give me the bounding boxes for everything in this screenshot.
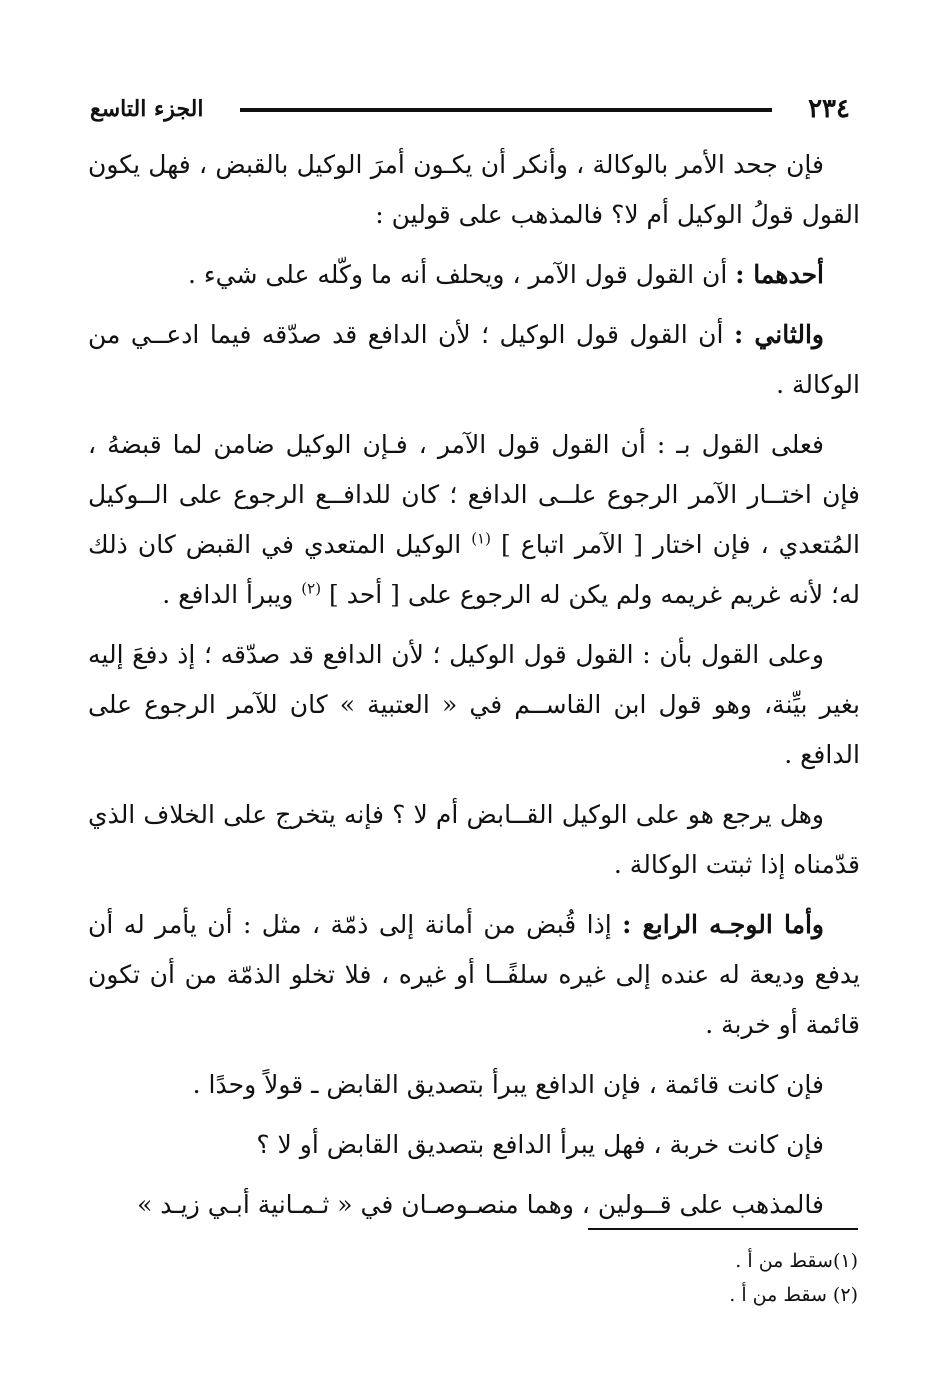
paragraph-4 bbox=[88, 420, 860, 620]
paragraph-4-text-c: ويبرأ الدافع . bbox=[162, 580, 302, 609]
paragraph-7 bbox=[88, 900, 860, 1050]
running-header bbox=[90, 88, 850, 132]
paragraph-2 bbox=[88, 250, 860, 300]
paragraph-6-text: وهل يرجع هو على الوكيل القــابض أم لا ؟ فإنه يتخرج على الخلاف الذي قدّمناه إذا ثبتت الوكالة . bbox=[88, 800, 860, 879]
paragraph-4-text-a: فعلى القول بـ : أن القول قول الآمر ، فـإن الوكيل ضامن لما قبضهُ ، فإن اختــار الآمر الرجوع علــى الدافع ؛ كان للدافــع الرجوع على الــوكيل المُتعدي ، فإن اختار [ الآمر اتباع ] bbox=[88, 430, 860, 559]
header-rule bbox=[240, 108, 772, 112]
footnotes bbox=[358, 1244, 858, 1312]
page-number: ٢٣٤ bbox=[808, 94, 850, 124]
paragraph-9 bbox=[88, 1120, 860, 1170]
paragraph-7-lead: وأما الوجـه الرابع : bbox=[622, 910, 824, 939]
footnote-ref-1: (١) bbox=[471, 529, 491, 548]
paragraph-8 bbox=[88, 1060, 860, 1110]
paragraph-5 bbox=[88, 630, 860, 780]
body-text bbox=[88, 140, 860, 1240]
paragraph-3 bbox=[88, 310, 860, 410]
paragraph-9-text: فإن كانت خربة ، فهل يبرأ الدافع بتصديق القابض أو لا ؟ bbox=[256, 1130, 824, 1159]
paragraph-2-lead: أحدهما : bbox=[735, 260, 824, 289]
footnote-ref-2: (٢) bbox=[301, 579, 322, 598]
paragraph-2-text: أن القول قول الآمر ، ويحلف أنه ما وكّله على شيء . bbox=[188, 260, 736, 289]
footnote-rule bbox=[588, 1228, 858, 1230]
paragraph-7-text: إذا قُبض من أمانة إلى ذمّة ، مثل : أن يأمر له أن يدفع وديعة له عنده إلى غيره سلفًــا أو غيره ، فلا تخلو الذمّة من أن تكون قائمة أو خربة . bbox=[88, 910, 860, 1039]
paragraph-5-text: وعلى القول بأن : القول قول الوكيل ؛ لأن الدافع قد صدّقه ؛ إذ دفعَ إليه بغير بيِّنة، وهو قول ابن القاســم في « العتبية » كان للآمر الرجوع على الدافع . bbox=[88, 640, 860, 769]
paragraph-6 bbox=[88, 790, 860, 890]
running-title: الجزء التاسع bbox=[90, 96, 204, 122]
paragraph-10 bbox=[88, 1180, 860, 1230]
footnote-1: (١)سقط من أ . bbox=[735, 1250, 858, 1272]
paragraph-3-text: أن القول قول الوكيل ؛ لأن الدافع قد صدّقه فيما ادعــي من الوكالة . bbox=[88, 320, 860, 399]
footnote-2: (٢) سقط من أ . bbox=[729, 1284, 858, 1306]
paragraph-1 bbox=[88, 140, 860, 240]
paragraph-1-text: فإن جحد الأمر بالوكالة ، وأنكر أن يكـون أمرَ الوكيل بالقبض ، فهل يكون القول قولُ الوكيل أم لا؟ فالمذهب على قولين : bbox=[88, 150, 860, 229]
paragraph-10-text: فالمذهب على قــولين ، وهما منصـوصـان في « ثـمـانية أبـي زيـد » bbox=[137, 1190, 824, 1219]
paragraph-4-text-b: الوكيل المتعدي في القبض كان ذلك له؛ لأنه غريم غريمه ولم يكن له الرجوع على [ أحد ] bbox=[88, 530, 860, 609]
paragraph-8-text: فإن كانت قائمة ، فإن الدافع يبرأ بتصديق القابض ـ قولاً وحدًا . bbox=[192, 1070, 824, 1099]
paragraph-3-lead: والثاني : bbox=[733, 320, 824, 349]
